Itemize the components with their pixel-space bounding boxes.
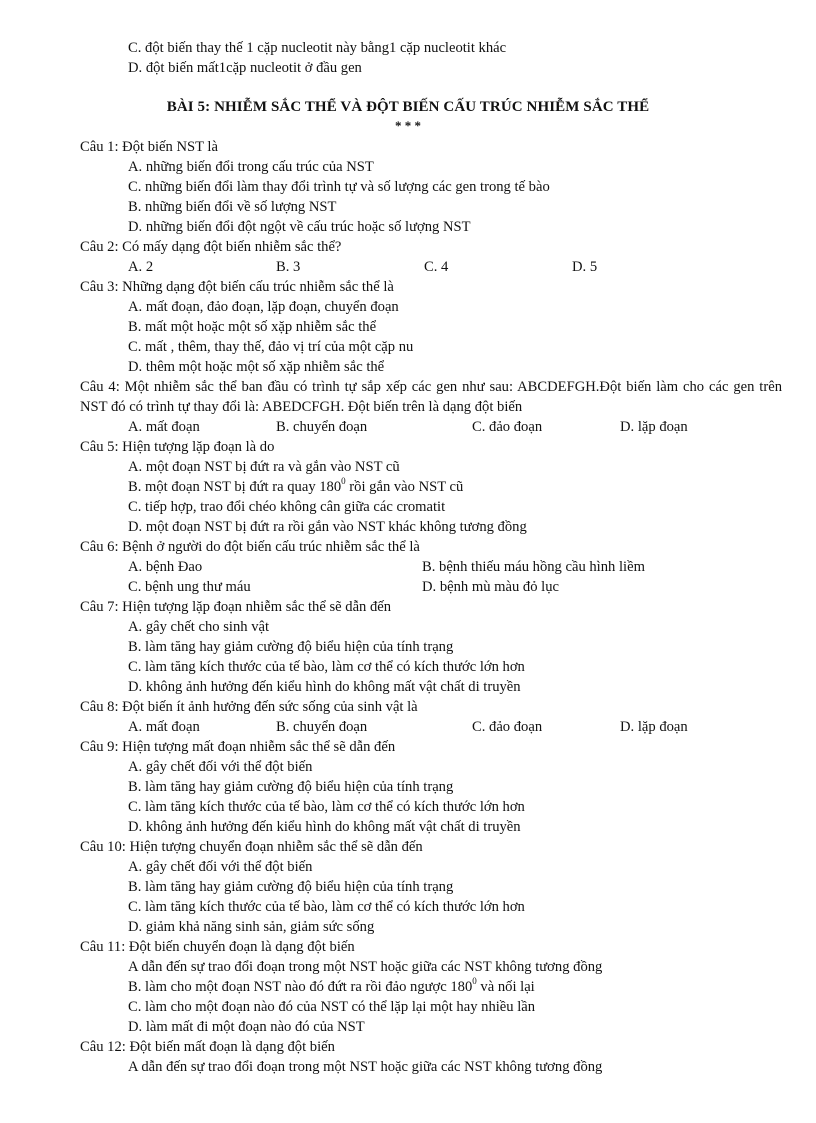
question-9: Câu 9: Hiện tượng mất đoạn nhiễm sắc thể sẽ dẫn đến <box>80 739 396 755</box>
q3-option-b: B. mất một hoặc một số xặp nhiễm sắc thể <box>128 319 377 335</box>
q7-option-d: D. không ảnh hưởng đến kiểu hình do không mất vật chất di truyền <box>128 679 521 695</box>
q1-option-b: B. những biến đổi về số lượng NST <box>128 199 337 215</box>
q4-option-d: D. lặp đoạn <box>620 419 688 435</box>
q2-option-a: A. 2 <box>128 259 154 275</box>
q9-option-d: D. không ảnh hưởng đến kiểu hình do không mất vật chất di truyền <box>128 819 521 835</box>
q10-option-b: B. làm tăng hay giảm cường độ biểu hiện của tính trạng <box>128 879 454 895</box>
q6-option-a: A. bệnh Đao <box>128 559 203 575</box>
q3-option-c: C. mất , thêm, thay thế, đảo vị trí của một cặp nu <box>128 339 414 355</box>
q2-option-b: B. 3 <box>276 259 301 275</box>
q9-option-b: B. làm tăng hay giảm cường độ biểu hiện của tính trạng <box>128 779 454 795</box>
q9-option-c: C. làm tăng kích thước của tế bào, làm cơ thể có kích thước lớn hơn <box>128 799 525 815</box>
q4-option-b: B. chuyển đoạn <box>276 419 368 435</box>
q2-option-d: D. 5 <box>572 259 598 275</box>
q4-option-c: C. đảo đoạn <box>472 419 543 435</box>
question-3: Câu 3: Những dạng đột biến cấu trúc nhiễm sắc thể là <box>80 279 394 295</box>
question-8: Câu 8: Đột biến ít ảnh hưởng đến sức sống của sinh vật là <box>80 699 418 715</box>
q2-option-c: C. 4 <box>424 259 449 275</box>
question-11: Câu 11: Đột biến chuyển đoạn là dạng đột biến <box>80 939 355 955</box>
q8-option-c: C. đảo đoạn <box>472 719 543 735</box>
q6-option-c: C. bệnh ung thư máu <box>128 579 251 595</box>
q11-option-b: B. làm cho một đoạn NST nào đó đứt ra rồi đảo ngược $180^0$ và nối lại <box>128 976 535 995</box>
question-5: Câu 5: Hiện tượng lặp đoạn là do <box>80 439 275 455</box>
q5-option-d: D. một đoạn NST bị đứt ra rồi gắn vào NST khác không tương đồng <box>128 519 527 535</box>
q12-option-a: A dẫn đến sự trao đổi đoạn trong một NST hoặc giữa các NST không tương đồng <box>128 1059 603 1075</box>
q8-option-d: D. lặp đoạn <box>620 719 688 735</box>
q11-option-c: C. làm cho một đoạn nào đó của NST có thể lặp lại một hay nhiều lần <box>128 999 536 1015</box>
title-separator: * * * <box>395 118 421 133</box>
q7-option-c: C. làm tăng kích thước của tế bào, làm cơ thể có kích thước lớn hơn <box>128 659 525 675</box>
q1-option-c: C. những biến đổi làm thay đổi trình tự và số lượng các gen trong tế bào <box>128 179 550 195</box>
question-12: Câu 12: Đột biến mất đoạn là dạng đột biến <box>80 1039 335 1055</box>
q8-option-b: B. chuyển đoạn <box>276 719 368 735</box>
q7-option-b: B. làm tăng hay giảm cường độ biểu hiện của tính trạng <box>128 639 454 655</box>
lesson-title: BÀI 5: NHIỄM SẮC THỂ VÀ ĐỘT BIẾN CẤU TRÚC NHIỄM SẮC THỂ <box>166 99 650 115</box>
question-1: Câu 1: Đột biến NST là <box>80 139 218 155</box>
q5-option-b: B. một đoạn NST bị đứt ra quay $180^0$ rồi gắn vào NST cũ <box>128 476 464 495</box>
q6-option-d: D. bệnh mù màu đỏ lục <box>422 579 559 595</box>
q10-option-a: A. gây chết đối với thể đột biến <box>128 859 313 875</box>
q5-option-c: C. tiếp hợp, trao đổi chéo không cân giữa các cromatit <box>128 499 446 515</box>
q4-option-a: A. mất đoạn <box>128 419 200 435</box>
q5-option-a: A. một đoạn NST bị đứt ra và gắn vào NST cũ <box>128 459 400 475</box>
q11-option-a: A dẫn đến sự trao đổi đoạn trong một NST hoặc giữa các NST không tương đồng <box>128 959 603 975</box>
q6-option-b: B. bệnh thiếu máu hồng cầu hình liềm <box>422 559 645 575</box>
q3-option-d: D. thêm một hoặc một số xặp nhiễm sắc thể <box>128 359 385 375</box>
q11-option-d: D. làm mất đi một đoạn nào đó của NST <box>128 1019 365 1035</box>
q8-option-a: A. mất đoạn <box>128 719 200 735</box>
q3-option-a: A. mất đoạn, đảo đoạn, lặp đoạn, chuyển đoạn <box>128 299 399 315</box>
q10-option-d: D. giảm khả năng sinh sản, giảm sức sống <box>128 919 375 935</box>
prev-option-d: D. đột biến mất1cặp nucleotit ở đầu gen <box>128 60 362 76</box>
question-2: Câu 2: Có mấy dạng đột biến nhiễm sắc thể? <box>80 239 342 255</box>
q1-option-a: A. những biến đổi trong cấu trúc của NST <box>128 159 374 175</box>
question-10: Câu 10: Hiện tượng chuyển đoạn nhiễm sắc thể sẽ dẫn đến <box>80 839 423 855</box>
question-6: Câu 6: Bệnh ở người do đột biến cấu trúc nhiễm sắc thể là <box>80 539 420 555</box>
q7-option-a: A. gây chết cho sinh vật <box>128 619 270 635</box>
q9-option-a: A. gây chết đối với thể đột biến <box>128 759 313 775</box>
prev-option-c: C. đột biến thay thế 1 cặp nucleotit này bằng1 cặp nucleotit khác <box>128 40 507 56</box>
q10-option-c: C. làm tăng kích thước của tế bào, làm cơ thể có kích thước lớn hơn <box>128 899 525 915</box>
question-7: Câu 7: Hiện tượng lặp đoạn nhiễm sắc thể sẽ dẫn đến <box>80 599 392 615</box>
q1-option-d: D. những biến đổi đột ngột về cấu trúc hoặc số lượng NST <box>128 219 471 235</box>
question-4: Câu 4: Một nhiễm sắc thể ban đầu có trình tự sắp xếp các gen như sau: ABCDEFGH.Đột biến làm cho các gen trên NST đó có trình tự thay đổi là: ABEDCFGH. Đột biến trên là dạng đột biến <box>80 379 782 415</box>
